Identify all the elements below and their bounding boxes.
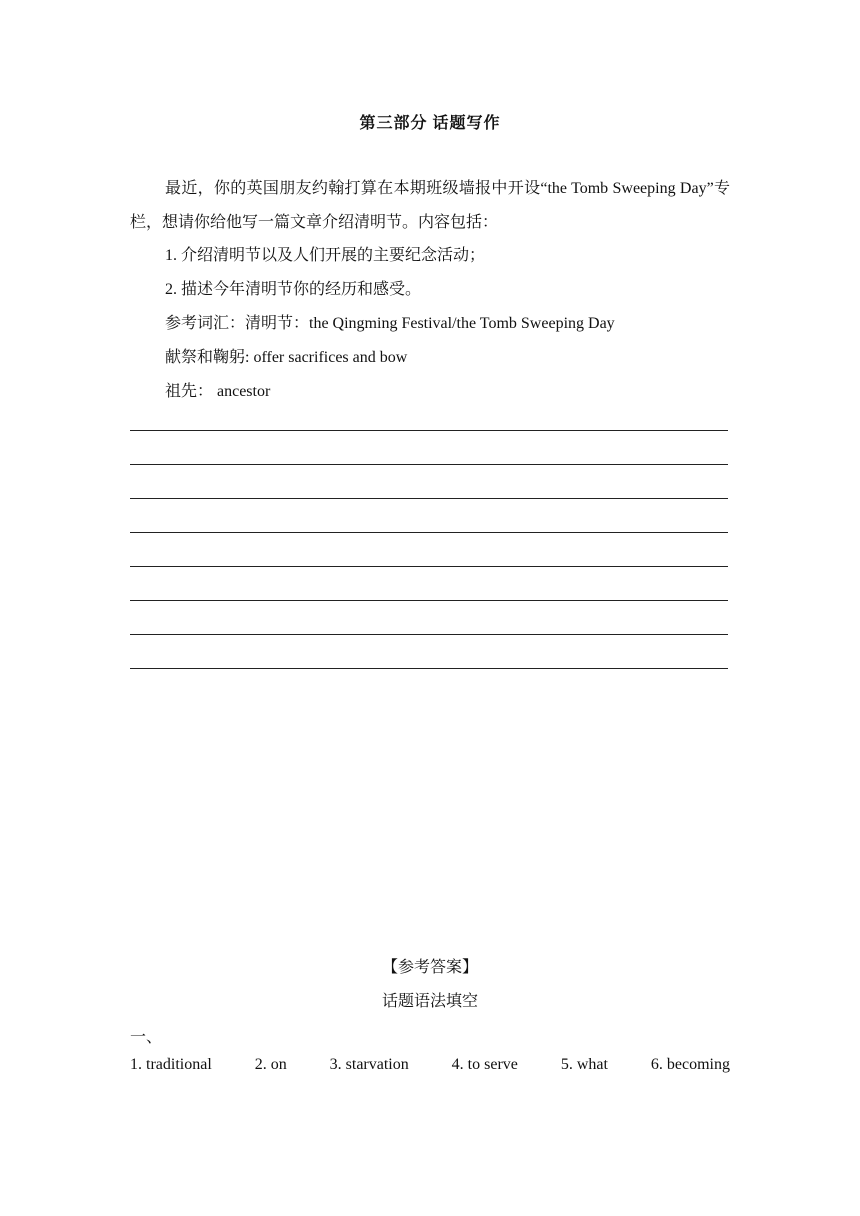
writing-line[interactable] [130, 566, 728, 567]
answer-list [130, 1056, 730, 1074]
prompt-item-1: 1. 介绍清明节以及人们开展的主要纪念活动； [165, 247, 486, 264]
answer-item: 1. traditional [130, 1056, 212, 1073]
vocabulary-line-3: 祖先： ancestor [165, 383, 271, 400]
answer-key-subheading: 话题语法填空 [381, 993, 478, 1010]
answer-key-heading: 【参考答案】 [381, 959, 478, 976]
writing-line[interactable] [130, 600, 728, 601]
answer-item: 3. starvation [329, 1056, 409, 1073]
writing-line[interactable] [130, 498, 728, 499]
writing-prompt-paragraph: 最近，你的英国朋友约翰打算在本期班级墙报中开设“the Tomb Sweeping Day”专栏，想请你给他写一篇文章介绍清明节。内容包括： [130, 180, 730, 231]
prompt-item-2: 2. 描述今年清明节你的经历和感受。 [165, 281, 422, 298]
section-number: 一、 [130, 1029, 163, 1046]
vocabulary-line-1: 参考词汇：清明节：the Qingming Festival/the Tomb Sweeping Day [165, 315, 615, 332]
writing-line[interactable] [130, 634, 728, 635]
vocabulary-line-2: 献祭和鞠躬: offer sacrifices and bow [165, 349, 408, 366]
writing-line[interactable] [130, 464, 728, 465]
section-title: 第三部分 话题写作 [359, 115, 501, 132]
writing-line[interactable] [130, 668, 728, 669]
writing-line[interactable] [130, 430, 728, 431]
answer-item: 6. becoming [650, 1056, 730, 1073]
writing-line[interactable] [130, 532, 728, 533]
answer-item: 2. on [254, 1056, 287, 1073]
answer-item: 4. to serve [451, 1056, 518, 1073]
answer-item: 5. what [560, 1056, 608, 1073]
